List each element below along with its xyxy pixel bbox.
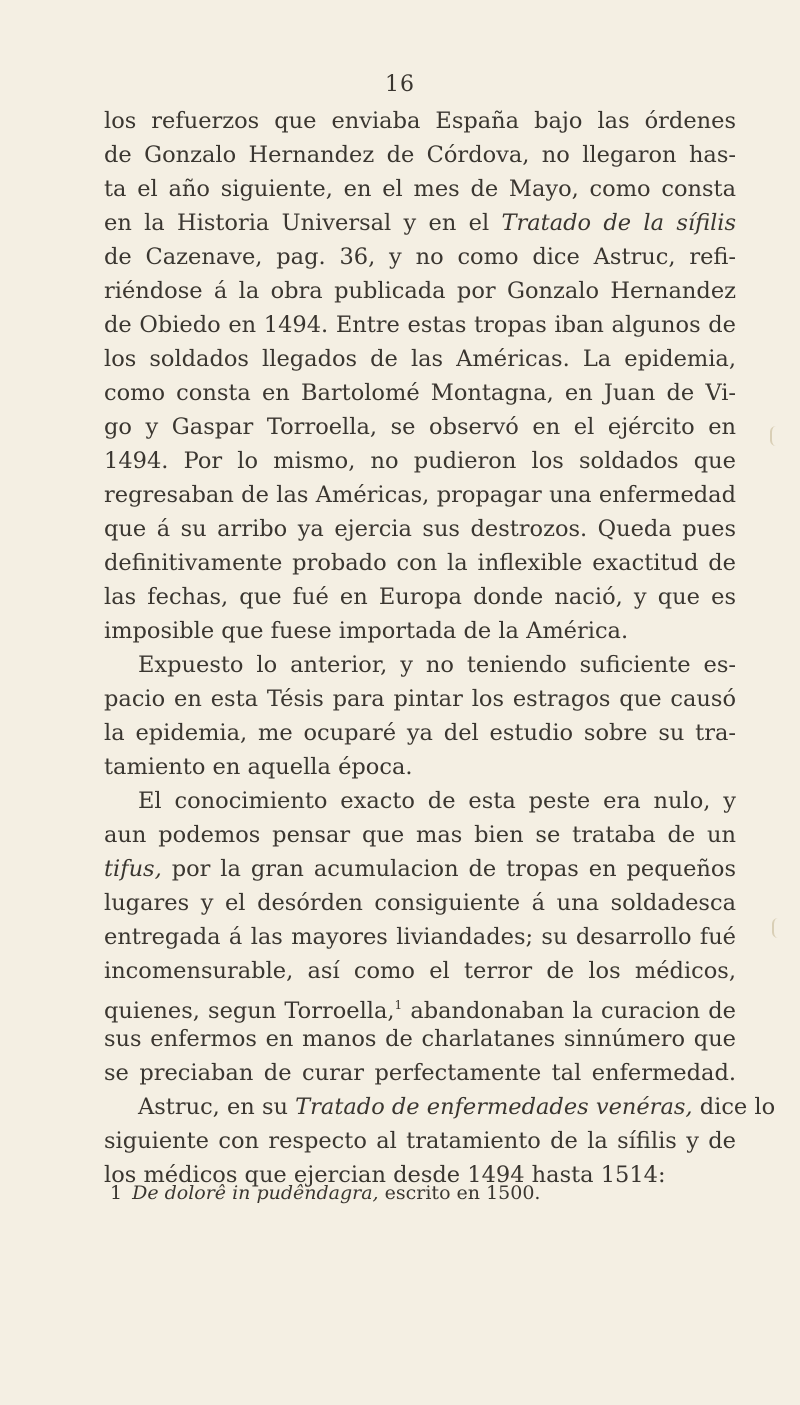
text-line: definitivamente probado con la inflexible exactitud de [104,550,736,576]
text-line: en la Historia Universal y en el Tratado de la sífilis [104,210,737,236]
text-line: imposible que fuese importada de la América. [104,618,629,644]
paper-edge-mark [772,918,784,938]
footnote-title: De dolorê in pudêndagra, [132,1182,379,1204]
text-line: tifus, por la gran acumulacion de tropas en pequeños [104,856,736,882]
text-line: sus enfermos en manos de charlatanes sinnúmero que [104,1026,736,1052]
text-line: El conocimiento exacto de esta peste era nulo, y [138,788,736,814]
text-line: incomensurable, así como el terror de los médicos, [104,958,736,984]
text-line: los médicos que ejercian desde 1494 hasta 1514: [104,1162,666,1188]
text-line: los soldados llegados de las Américas. La epidemia, [104,346,736,372]
text-line: aun podemos pensar que mas bien se trataba de un [104,822,736,848]
footnote-number: 1 [110,1182,123,1204]
text-line: se preciaban de curar perfectamente tal enfermedad. [104,1060,736,1086]
text-line: los refuerzos que enviaba España bajo las órdenes [104,108,736,134]
text-line: las fechas, que fué en Europa donde nació, y que es [104,584,736,610]
text-line: de Cazenave, pag. 36, y no como dice Astruc, refi- [104,244,736,270]
text-line: regresaban de las Américas, propagar una enfermedad [104,482,736,508]
text-line: Expuesto lo anterior, y no teniendo suficiente es- [138,652,736,678]
text-line: la epidemia, me ocuparé ya del estudio sobre su tra- [104,720,736,746]
text-line: de Gonzalo Hernandez de Córdova, no llegaron has- [104,142,736,168]
text-line: Astruc, en su Tratado de enfermedades venéras, dice lo [138,1094,776,1120]
text-line: ta el año siguiente, en el mes de Mayo, como consta [104,176,736,202]
text-line: pacio en esta Tésis para pintar los estragos que causó [104,686,736,712]
italic-word: tifus, [104,856,162,882]
text-line: siguiente con respecto al tratamiento de la sífilis y de [104,1128,736,1154]
body-text [104,104,776,1192]
text-line: go y Gaspar Torroella, se observó en el ejército en [104,414,736,440]
text-line: que á su arribo ya ejercia sus destrozos. Queda pues [104,516,736,542]
text-line: de Obiedo en 1494. Entre estas tropas iban algunos de [104,312,736,338]
text-line: entregada á las mayores liviandades; su desarrollo fué [104,924,736,950]
footnote-text: escrito en 1500. [384,1182,541,1204]
text-line: quienes, segun Torroella,$^1$ abandonaban la curacion de [104,998,736,1024]
page-number: 16 [385,72,415,97]
text-line: lugares y el desórden consiguiente á una soldadesca [104,890,736,916]
italic-title: Tratado de la sífilis [501,210,737,236]
text-line: riéndose á la obra publicada por Gonzalo Hernandez [104,278,736,304]
text-line: tamiento en aquella época. [104,754,413,780]
footnote-marker: 1 [394,998,403,1012]
footnote [110,1180,740,1206]
text-line: como consta en Bartolomé Montagna, en Juan de Vi- [104,380,736,406]
italic-title: Tratado de enfermedades venéras, [295,1094,693,1120]
text-line: 1494. Por lo mismo, no pudieron los soldados que [104,448,736,474]
paper-edge-mark [770,426,782,446]
